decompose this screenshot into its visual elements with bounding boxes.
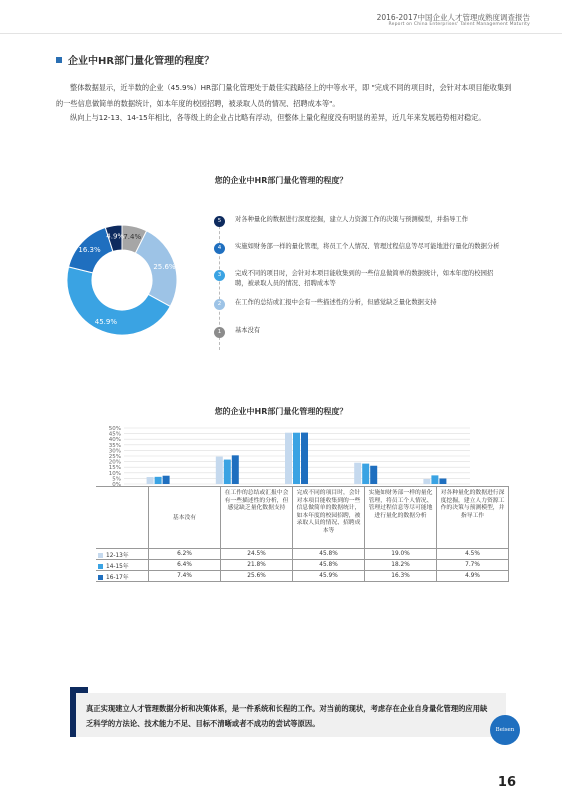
table-category-cell: 完成不同的项目时，会针对本项目能收集到的一些信息做简单的数据统计，如本年度的校园招聘，被录取人员的情况、招聘成本等 <box>293 487 365 549</box>
level-description: 完成不同的项目时，会针对本项目能收集到的一些信息做简单的数据统计，如本年度的校园招聘，被录取人员的情况、招聘成本等 <box>235 270 494 287</box>
table-value-cell: 25.6% <box>221 571 293 582</box>
header-subtitle: Report on China Enterprises' Talent Management Maturity <box>388 22 530 27</box>
table-value-cell: 21.8% <box>221 560 293 571</box>
donut-slice-label: 7.4% <box>123 233 142 242</box>
table-category-cell: 在工作的总结或汇报中会有一些描述性的分析，但感觉缺乏量化数据支持 <box>221 487 293 549</box>
y-tick-label: 10% <box>108 470 121 477</box>
level-item <box>214 326 504 338</box>
y-tick-label: 20% <box>108 459 121 466</box>
table-value-cell: 45.8% <box>293 560 365 571</box>
level-description: 实施如财务部一样的量化管理，将员工个人情况、管理过程信息等尽可能地进行量化的数据分析 <box>235 243 500 250</box>
y-tick-label: 35% <box>108 442 121 449</box>
bar <box>163 476 170 484</box>
series-swatch-icon <box>98 575 103 580</box>
bar <box>431 475 438 484</box>
paragraph-2: 纵向上与12-13、14-15年相比，各等级上的企业占比略有浮动，但整体上量化程度没有明显的差异，近几年来发展趋势相对稳定。 <box>70 113 486 122</box>
series-legend-cell <box>96 571 149 582</box>
bar <box>439 479 446 484</box>
bar-chart-data-table <box>96 486 509 582</box>
series-swatch-icon <box>98 564 103 569</box>
level-item <box>214 215 504 227</box>
series-swatch-icon <box>98 553 103 558</box>
donut-chart <box>64 222 180 338</box>
table-row <box>96 571 509 582</box>
level-number-badge: 2 <box>214 299 225 310</box>
header-divider <box>0 33 562 34</box>
donut-slice-label: 45.9% <box>94 317 118 326</box>
table-value-cell: 19.0% <box>365 549 437 560</box>
section-square-icon <box>56 57 62 63</box>
y-tick-label: 45% <box>108 431 121 438</box>
table-category-cell: 基本没有 <box>149 487 221 549</box>
y-tick-label: 30% <box>108 448 121 455</box>
series-legend-cell <box>96 549 149 560</box>
paragraph-1: 整体数据显示，近半数的企业（45.9%）HR部门量化管理处于最佳实践路径上的中等水平，即 "完成不同的项目时，会针对本项目能收集到的一些信息做简单的数据统计，如本年度的校园招聘，被录取人员的情况、招聘成本等"。 <box>56 83 512 108</box>
table-row <box>96 549 509 560</box>
y-tick-label: 5% <box>112 476 121 483</box>
level-description: 对各种量化的数据进行深度挖掘，建立人力资源工作的决策与预测模型，并指导工作 <box>235 216 468 223</box>
callout-text: 真正实现建立人才管理数据分析和决策体系，是一件系统和长程的工作。对当前的现状，考虑存在企业自身量化管理的应用缺乏科学的方法论、技术能力不足、目标不清晰或者不成功的尝试等原因。 <box>86 704 488 728</box>
donut-slice-label: 4.9% <box>106 232 125 241</box>
bar <box>224 460 231 484</box>
level-number-badge: 4 <box>214 243 225 254</box>
table-value-cell: 16.3% <box>365 571 437 582</box>
bar <box>301 433 308 484</box>
bar-chart-title: 您的企业中HR部门量化管理的程度？ <box>214 407 348 416</box>
level-item <box>214 298 504 310</box>
level-item <box>214 242 504 254</box>
level-number-badge: 5 <box>214 216 225 227</box>
y-tick-label: 50% <box>108 426 121 432</box>
table-value-cell: 45.9% <box>293 571 365 582</box>
table-value-cell: 6.4% <box>149 560 221 571</box>
page-number: 16 <box>497 775 516 790</box>
bar <box>354 463 361 484</box>
y-tick-label: 0% <box>112 482 121 488</box>
table-value-cell: 6.2% <box>149 549 221 560</box>
y-tick-label: 15% <box>108 465 121 472</box>
table-value-cell: 7.7% <box>437 560 509 571</box>
series-name: 16-17年 <box>106 574 129 581</box>
donut-slice-label: 25.6% <box>153 263 176 272</box>
table-category-cell: 实施如财务部一样的量化管理，将员工个人情况、管理过程信息等尽可能地进行量化的数据分析 <box>365 487 437 549</box>
bar <box>155 477 162 484</box>
table-value-cell: 4.9% <box>437 571 509 582</box>
table-value-cell: 18.2% <box>365 560 437 571</box>
table-header-row <box>96 487 509 549</box>
bar <box>232 455 239 484</box>
bar <box>370 466 377 484</box>
donut-chart-title: 您的企业中HR部门量化管理的程度？ <box>214 176 348 185</box>
table-category-cell: 对各种量化的数据进行深度挖掘，建立人力资源工作的决策与预测模型，并指导工作 <box>437 487 509 549</box>
table-value-cell: 7.4% <box>149 571 221 582</box>
donut-slice-label: 16.3% <box>78 246 101 255</box>
level-item <box>214 269 504 288</box>
bar-chart <box>96 424 474 488</box>
bar <box>362 464 369 484</box>
table-value-cell: 24.5% <box>221 549 293 560</box>
summary-callout <box>70 693 515 737</box>
beisen-logo: Beisen <box>490 715 520 745</box>
bar <box>147 477 154 484</box>
level-number-badge: 1 <box>214 327 225 338</box>
table-row <box>96 560 509 571</box>
series-legend-cell <box>96 560 149 571</box>
series-name: 12-13年 <box>106 552 129 559</box>
y-tick-label: 40% <box>108 437 121 444</box>
bar <box>216 457 223 484</box>
bar <box>423 479 430 484</box>
level-description: 在工作的总结或汇报中会有一些描述性的分析，但感觉缺乏量化数据支持 <box>235 299 437 306</box>
series-name: 14-15年 <box>106 563 129 570</box>
callout-corner-accent <box>70 687 88 693</box>
level-number-badge: 3 <box>214 270 225 281</box>
section-title <box>56 52 214 67</box>
bar <box>285 433 292 484</box>
table-corner-cell <box>96 487 149 549</box>
header-title: 2016-2017中国企业人才管理成熟度调查报告 <box>376 13 530 22</box>
table-value-cell: 4.5% <box>437 549 509 560</box>
bar <box>293 433 300 484</box>
table-value-cell: 45.8% <box>293 549 365 560</box>
level-description: 基本没有 <box>235 327 261 334</box>
y-tick-label: 25% <box>108 454 121 460</box>
section-title-text: 企业中HR部门量化管理的程度？ <box>68 56 215 67</box>
